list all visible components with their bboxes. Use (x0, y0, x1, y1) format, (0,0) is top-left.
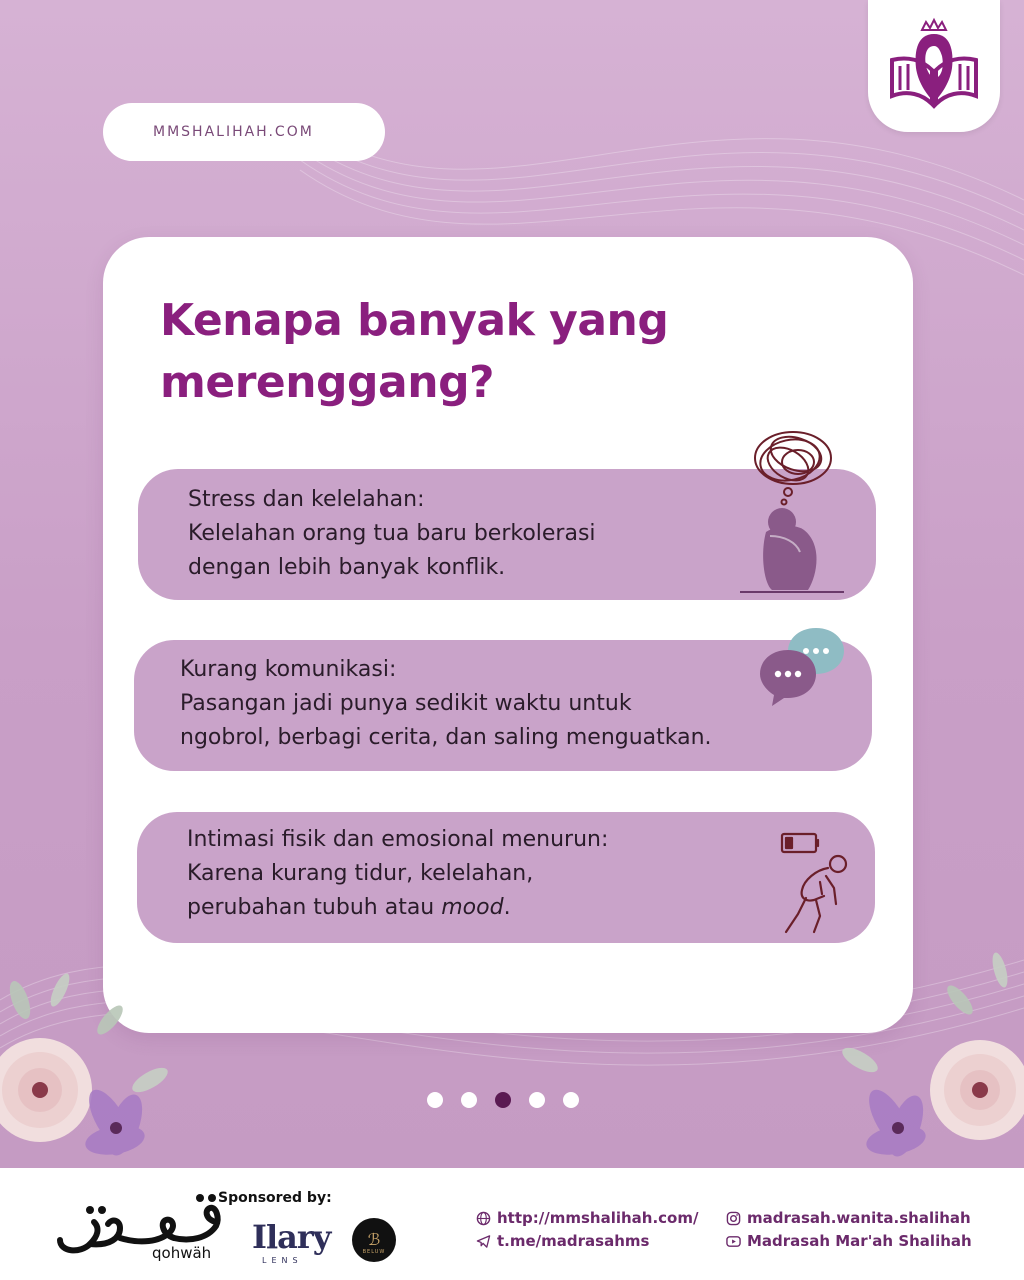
site-url-label: MMSHALIHAH.COM (153, 124, 314, 140)
pagination-dots (427, 1092, 579, 1108)
madrasah-logo-icon (878, 10, 990, 122)
globe-icon (476, 1211, 491, 1226)
reason-text (188, 483, 596, 585)
reason-line-italic: mood (441, 895, 504, 920)
qohwah-wordmark: qohwäh (152, 1244, 212, 1262)
instagram-link-text: madrasah.wanita.shalihah (747, 1209, 971, 1227)
youtube-link-text: Madrasah Mar'ah Shalihah (747, 1232, 972, 1250)
beluw-logo (352, 1218, 396, 1262)
website-link-text: http://mmshalihah.com/ (497, 1209, 699, 1227)
instagram-icon (726, 1211, 741, 1226)
website-link[interactable] (476, 1209, 698, 1227)
page-title (160, 290, 800, 414)
pagination-dot-active[interactable] (495, 1092, 511, 1108)
stressed-person-icon (738, 424, 848, 596)
reason-text (187, 823, 608, 925)
reason-line: Pasangan jadi punya sedikit waktu untuk (180, 691, 632, 716)
reason-line-prefix: perubahan tubuh atau (187, 895, 442, 920)
chat-bubbles-icon (758, 624, 848, 708)
reason-item-intimacy (137, 812, 875, 943)
reason-line: Kelelahan orang tua baru berkolerasi (188, 521, 596, 546)
sponsored-label: Sponsored by: (218, 1190, 332, 1206)
reason-heading: Kurang komunikasi: (180, 657, 397, 682)
ilary-sub-label: LENS (262, 1256, 303, 1265)
pagination-dot[interactable] (529, 1092, 545, 1108)
reason-heading: Intimasi fisik dan emosional menurun: (187, 827, 609, 852)
instagram-link[interactable] (726, 1209, 971, 1227)
tired-person-low-battery-icon (776, 828, 856, 936)
flower-decoration-left (0, 960, 200, 1168)
reason-line (187, 891, 608, 925)
telegram-link[interactable] (476, 1232, 649, 1250)
reason-text (180, 653, 712, 755)
site-url-pill[interactable] (103, 103, 385, 161)
youtube-link[interactable] (726, 1232, 972, 1250)
reason-line: ngobrol, berbagi cerita, dan saling menguatkan. (180, 725, 712, 750)
title-line-2: merenggang? (160, 357, 495, 408)
reason-line-suffix: . (503, 895, 511, 920)
telegram-link-text: t.me/madrasahms (497, 1232, 650, 1250)
pagination-dot[interactable] (461, 1092, 477, 1108)
pagination-dot[interactable] (427, 1092, 443, 1108)
youtube-icon (726, 1234, 741, 1249)
telegram-icon (476, 1234, 491, 1249)
title-line-1: Kenapa banyak yang (160, 295, 669, 346)
brand-logo-tab (868, 0, 1000, 132)
reason-line: dengan lebih banyak konflik. (188, 555, 506, 580)
reason-line: Karena kurang tidur, kelelahan, (187, 861, 534, 886)
reason-heading: Stress dan kelelahan: (188, 487, 425, 512)
beluw-mark: ℬ (367, 1230, 381, 1249)
pagination-dot[interactable] (563, 1092, 579, 1108)
beluw-name: BELUW (362, 1249, 386, 1255)
ilary-logo: Ilary (252, 1218, 331, 1256)
flower-decoration-right (820, 940, 1024, 1168)
